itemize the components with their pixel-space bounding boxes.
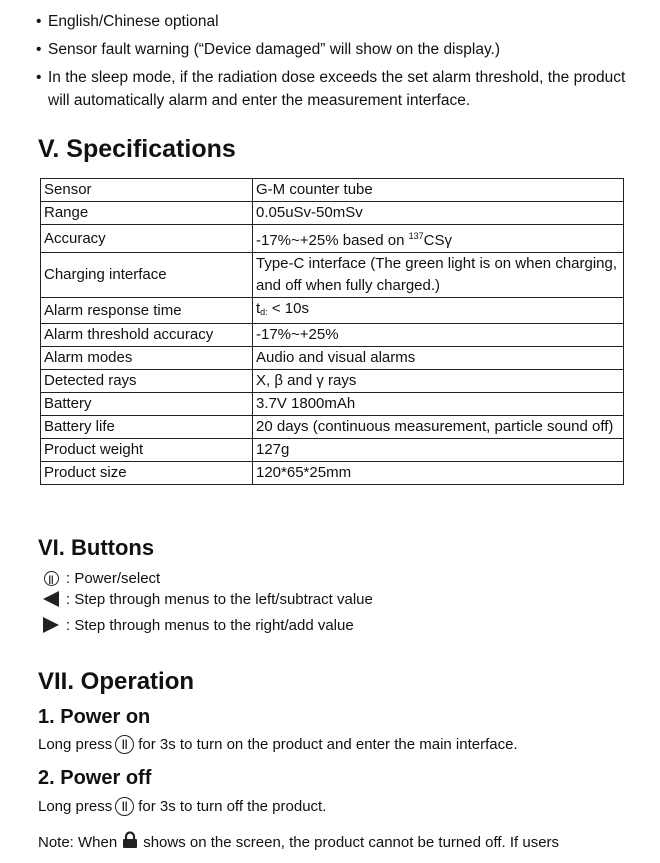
table-row xyxy=(41,347,624,370)
lock-icon xyxy=(121,831,139,853)
spec-key: Accuracy xyxy=(41,225,253,253)
spec-value xyxy=(253,298,624,324)
specifications-heading: V. Specifications xyxy=(38,135,236,163)
table-row xyxy=(41,416,624,439)
spec-value: -17%~+25% xyxy=(253,324,624,347)
specifications-table xyxy=(40,178,624,485)
feature-bullet-list xyxy=(36,10,636,117)
button-description-power xyxy=(40,570,160,587)
lock-note xyxy=(38,831,559,853)
table-row xyxy=(41,462,624,485)
power-off-heading: 2. Power off xyxy=(38,767,152,789)
bullet-text: Sensor fault warning (“Device damaged” will show on the display.) xyxy=(48,41,501,58)
table-row xyxy=(41,298,624,324)
power-off-instruction xyxy=(38,797,326,816)
spec-value: X, β and γ rays xyxy=(253,370,624,393)
bullet-text: English/Chinese optional xyxy=(48,13,219,30)
table-row xyxy=(41,202,624,225)
spec-value: Audio and visual alarms xyxy=(253,347,624,370)
spec-key: Alarm threshold accuracy xyxy=(41,324,253,347)
spec-value: G-M counter tube xyxy=(253,179,624,202)
spec-value: Type-C interface (The green light is on when charging, and off when fully charged.) xyxy=(253,253,624,298)
button-description-text: : Step through menus to the left/subtract value xyxy=(66,590,373,608)
spec-key: Detected rays xyxy=(41,370,253,393)
bullet-dot: • xyxy=(36,13,42,30)
operation-heading: VII. Operation xyxy=(38,668,195,695)
table-row xyxy=(41,253,624,298)
button-description-right xyxy=(40,616,354,634)
table-row xyxy=(41,324,624,347)
spec-key: Product size xyxy=(41,462,253,485)
response-time-subscript: d: xyxy=(260,307,268,317)
note-text: shows on the screen, the product cannot be turned off. If users xyxy=(143,833,560,851)
right-arrow-icon xyxy=(40,616,62,634)
table-row xyxy=(41,225,624,253)
bullet-item xyxy=(36,10,636,33)
bullet-dot: • xyxy=(36,41,42,58)
bullet-item xyxy=(36,38,636,61)
spec-value: 3.7V 1800mAh xyxy=(253,393,624,416)
power-select-icon: || xyxy=(40,571,62,586)
button-description-text: : Step through menus to the right/add value xyxy=(66,616,354,634)
isotope-symbol: CSγ xyxy=(423,232,452,249)
power-button-icon: || xyxy=(115,735,134,754)
spec-key: Alarm modes xyxy=(41,347,253,370)
bullet-text: In the sleep mode, if the radiation dose exceeds the set alarm threshold, the product will automatically alarm and enter the measurement interface. xyxy=(48,69,626,109)
spec-key: Product weight xyxy=(41,439,253,462)
button-description-left xyxy=(40,590,373,608)
note-text: Note: When xyxy=(38,833,118,851)
left-arrow-icon xyxy=(40,590,62,608)
spec-key: Sensor xyxy=(41,179,253,202)
spec-key: Battery life xyxy=(41,416,253,439)
table-row xyxy=(41,370,624,393)
power-on-instruction xyxy=(38,735,518,754)
spec-key: Charging interface xyxy=(41,253,253,298)
response-time-value: < 10s xyxy=(267,300,309,317)
table-row xyxy=(41,393,624,416)
buttons-heading: VI. Buttons xyxy=(38,535,155,560)
table-row xyxy=(41,439,624,462)
spec-value xyxy=(253,225,624,253)
spec-key: Battery xyxy=(41,393,253,416)
bullet-item xyxy=(36,66,636,112)
power-button-icon: || xyxy=(115,797,134,816)
response-time-symbol: t xyxy=(256,300,261,317)
spec-value: 0.05uSv-50mSv xyxy=(253,202,624,225)
spec-key: Range xyxy=(41,202,253,225)
isotope-mass-number: 137 xyxy=(408,231,424,241)
spec-value: 127g xyxy=(253,439,624,462)
power-on-heading: 1. Power on xyxy=(38,706,151,728)
instruction-text: for 3s to turn off the product. xyxy=(138,798,327,815)
accuracy-value-text: -17%~+25% based on xyxy=(256,232,409,249)
button-description-text: : Power/select xyxy=(66,570,161,587)
spec-value: 120*65*25mm xyxy=(253,462,624,485)
instruction-text: for 3s to turn on the product and enter the main interface. xyxy=(138,736,518,753)
bullet-dot: • xyxy=(36,69,42,86)
table-row xyxy=(41,179,624,202)
instruction-text: Long press xyxy=(38,798,113,815)
spec-value: 20 days (continuous measurement, particle sound off) xyxy=(253,416,624,439)
spec-key: Alarm response time xyxy=(41,298,253,324)
instruction-text: Long press xyxy=(38,736,113,753)
